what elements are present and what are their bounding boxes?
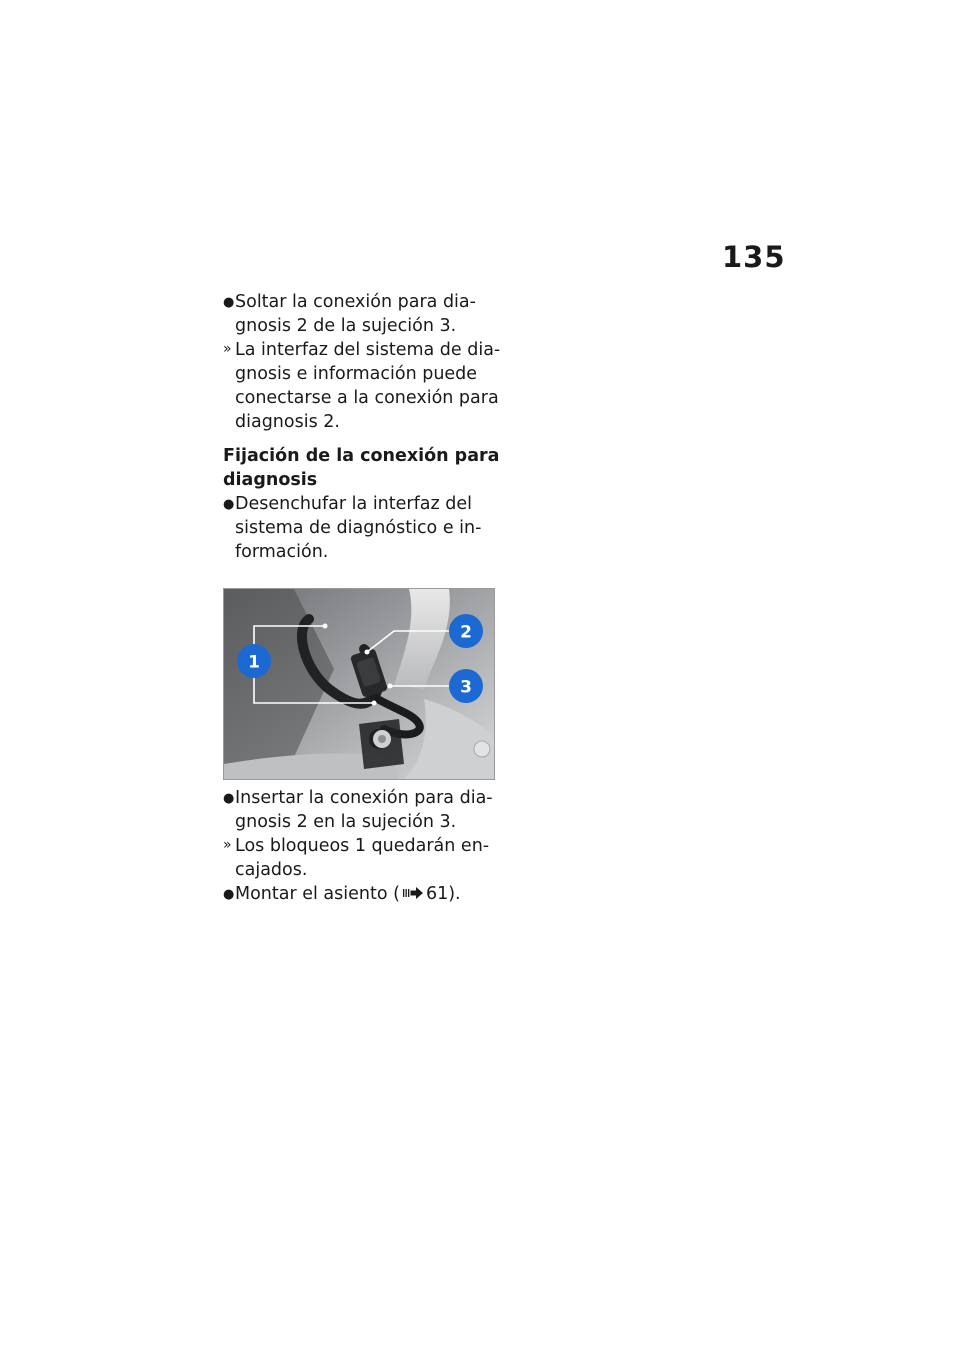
- callout-2-label: 2: [460, 622, 472, 643]
- step-line: formación.: [235, 542, 329, 562]
- callout-1-badge: [237, 644, 271, 678]
- heading-line: Fijación de la conexión para: [223, 446, 500, 466]
- instruction-step: [223, 882, 498, 906]
- callout-1-label: 1: [248, 652, 260, 673]
- step-line: [235, 882, 498, 906]
- step-line: Insertar la conexión para dia-: [235, 788, 493, 808]
- bullet-icon: ●: [223, 887, 235, 902]
- step-line: gnosis 2 de la sujeción 3.: [235, 316, 457, 336]
- step-line: Desenchufar la interfaz del: [235, 494, 472, 514]
- bullet-icon: ●: [223, 497, 235, 512]
- instruction-step: [223, 290, 498, 338]
- callout-2-badge: [449, 614, 483, 648]
- instruction-result: [223, 338, 501, 434]
- step-line: sistema de diagnóstico e in-: [235, 518, 482, 538]
- step-line: gnosis 2 en la sujeción 3.: [235, 812, 457, 832]
- photo-illustration: [224, 589, 494, 779]
- result-line: diagnosis 2.: [235, 412, 340, 432]
- result-chevron-icon: »: [223, 837, 232, 853]
- instruction-step: [223, 492, 498, 564]
- page-reference-arrow-icon[interactable]: [402, 886, 424, 900]
- result-line: La interfaz del sistema de dia-: [235, 340, 501, 360]
- callout-3-badge: [449, 669, 483, 703]
- result-chevron-icon: »: [223, 341, 232, 357]
- heading-line: diagnosis: [223, 470, 318, 490]
- page-number: 135: [722, 240, 786, 274]
- instruction-result: [223, 834, 498, 882]
- diagnosis-connector-photo: [223, 588, 495, 780]
- callout-3-label: 3: [460, 677, 472, 698]
- bullet-icon: ●: [223, 295, 235, 310]
- instruction-step: [223, 786, 498, 834]
- result-line: cajados.: [235, 860, 308, 880]
- result-line: gnosis e información puede: [235, 364, 478, 384]
- section-heading: [223, 444, 498, 492]
- result-line: conectarse a la conexión para: [235, 388, 499, 408]
- step-text: Montar el asiento (: [235, 884, 400, 904]
- step-line: Soltar la conexión para dia-: [235, 292, 476, 312]
- content-column: [223, 290, 501, 906]
- page-reference-number[interactable]: 61).: [425, 884, 461, 904]
- result-line: Los bloqueos 1 quedarán en-: [235, 836, 490, 856]
- bullet-icon: ●: [223, 791, 235, 806]
